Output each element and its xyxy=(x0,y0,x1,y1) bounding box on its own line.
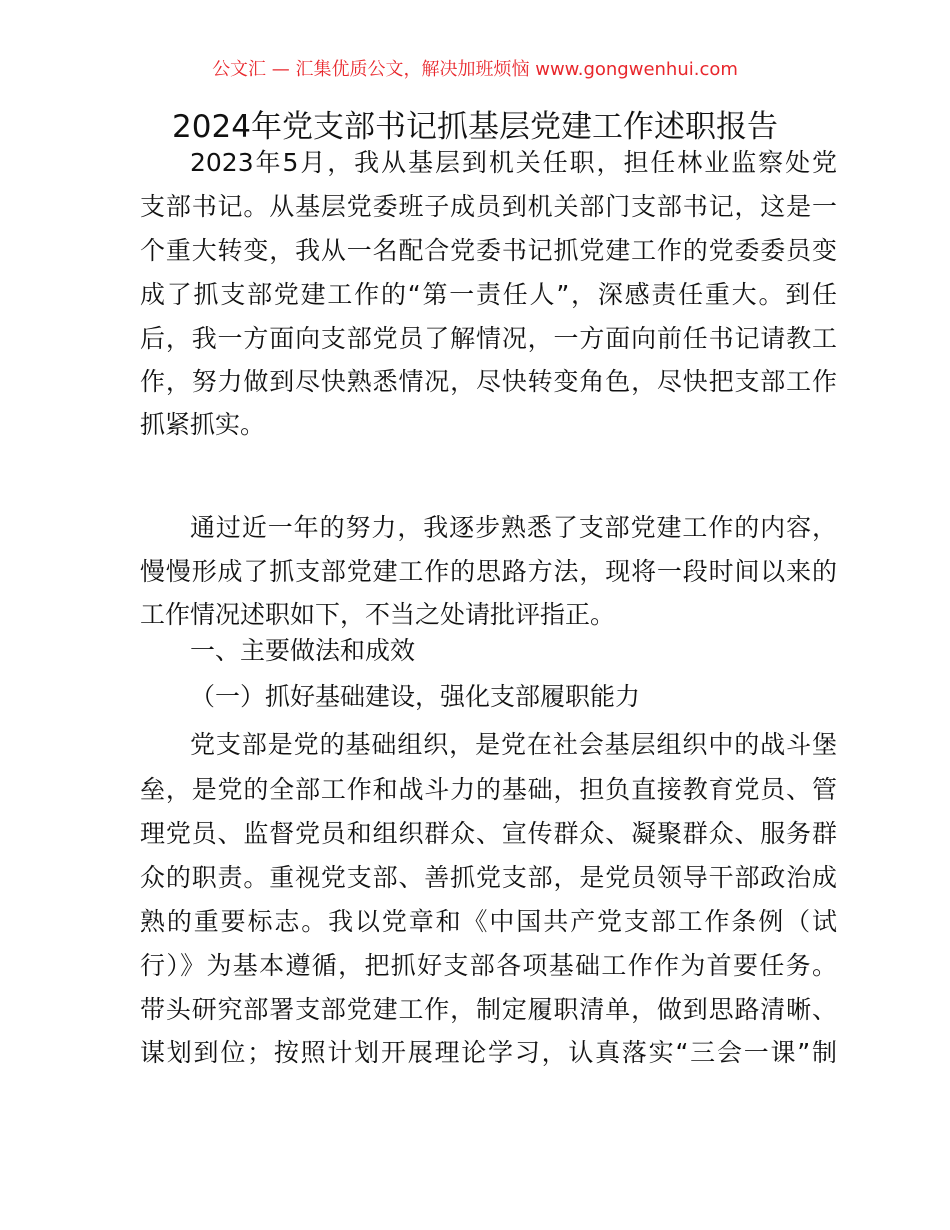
text-line: 众的职责。重视党支部、善抓党支部，是党员领导干部政治成 xyxy=(140,863,837,892)
text-line: 成了抓支部党建工作的“第一责任人”，深感责任重大。到任 xyxy=(140,280,837,309)
text-line: 行）》为基本遵循，把抓好支部各项基础工作作为首要任务。 xyxy=(140,951,837,980)
section-heading: 一、主要做法和成效 xyxy=(190,636,416,665)
text-line: 谋划到位；按照计划开展理论学习，认真落实“三会一课”制 xyxy=(140,1038,837,1067)
text-line: 2023年5月，我从基层到机关任职，担任林业监察处党 xyxy=(190,148,837,177)
text-line: 工作情况述职如下，不当之处请批评指正。 xyxy=(140,600,616,629)
text-line: 慢慢形成了抓支部党建工作的思路方法，现将一段时间以来的 xyxy=(140,557,837,586)
text-line: 熟的重要标志。我以党章和《中国共产党支部工作条例（试 xyxy=(140,907,837,936)
text-line: 党支部是党的基础组织，是党在社会基层组织中的战斗堡 xyxy=(190,730,837,759)
text-line: 支部书记。从基层党委班子成员到机关部门支部书记，这是一 xyxy=(140,192,837,221)
subsection-heading: （一）抓好基础建设，强化支部履职能力 xyxy=(190,682,641,711)
text-line: 带头研究部署支部党建工作，制定履职清单，做到思路清晰、 xyxy=(140,995,837,1024)
text-line: 作，努力做到尽快熟悉情况，尽快转变角色，尽快把支部工作 xyxy=(140,367,837,396)
text-line: 后，我一方面向支部党员了解情况，一方面向前任书记请教工 xyxy=(140,324,837,353)
document-title: 2024年党支部书记抓基层党建工作述职报告 xyxy=(172,109,778,145)
watermark-banner: 公文汇 — 汇集优质公文，解决加班烦恼 www.gongwenhui.com xyxy=(212,59,738,80)
text-line: 通过近一年的努力，我逐步熟悉了支部党建工作的内容， xyxy=(190,513,837,542)
text-line: 理党员、监督党员和组织群众、宣传群众、凝聚群众、服务群 xyxy=(140,819,837,848)
text-line: 抓紧抓实。 xyxy=(140,410,266,439)
text-line: 个重大转变，我从一名配合党委书记抓党建工作的党委委员变 xyxy=(140,236,837,265)
text-line: 垒，是党的全部工作和战斗力的基础，担负直接教育党员、管 xyxy=(140,775,837,804)
